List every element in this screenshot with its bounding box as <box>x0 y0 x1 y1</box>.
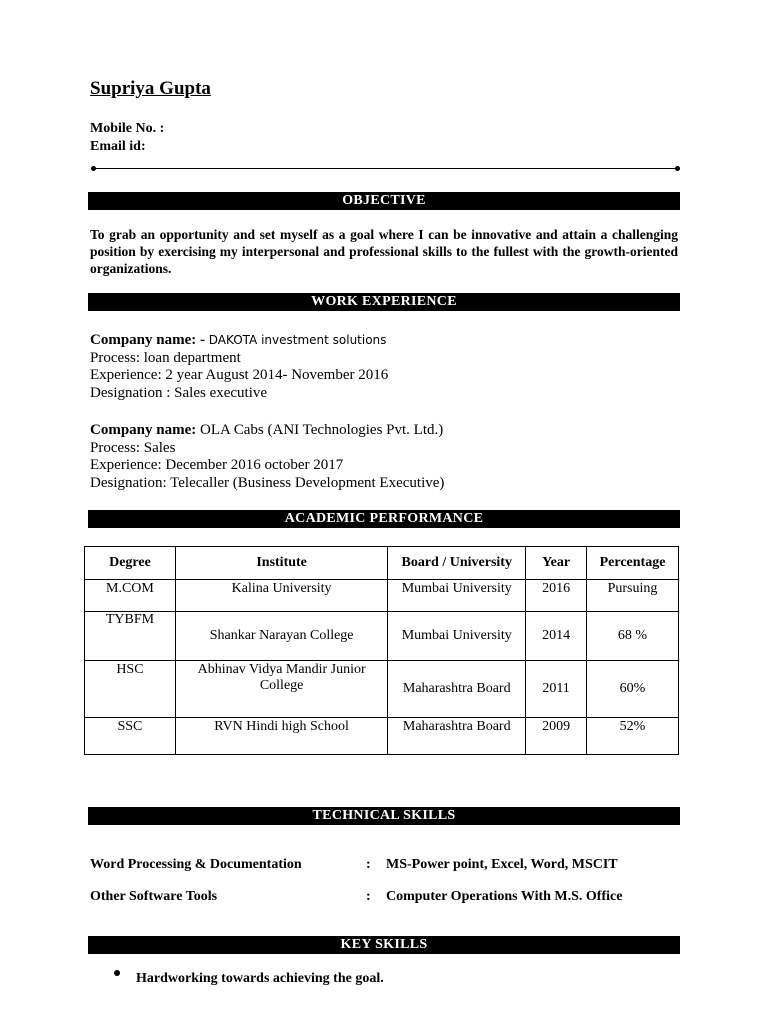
header-institute: Institute <box>175 547 387 580</box>
institute-cell: Kalina University <box>175 580 387 612</box>
academic-table <box>84 546 679 755</box>
degree-cell: SSC <box>85 718 176 755</box>
skill-colon: : <box>366 857 371 872</box>
board-cell: Maharashtra Board <box>388 661 526 718</box>
skill-label: Other Software Tools <box>90 889 218 904</box>
percentage-cell: Pursuing <box>587 580 679 612</box>
company-name: OLA Cabs (ANI Technologies Pvt. Ltd.) <box>200 422 444 438</box>
year-cell: 2011 <box>526 661 587 718</box>
company-label: Company name: <box>90 422 197 438</box>
objective-heading: OBJECTIVE <box>88 192 680 210</box>
technical-skills-heading: TECHNICAL SKILLS <box>88 807 680 825</box>
skill-colon: : <box>366 889 371 904</box>
key-skills-heading: KEY SKILLS <box>88 936 680 954</box>
job-designation: Designation: Telecaller (Business Development Executive) <box>90 474 445 491</box>
percentage-cell: 52% <box>587 718 679 755</box>
skill-label: Word Processing & Documentation <box>90 857 302 872</box>
bullet-icon <box>114 970 120 976</box>
table-row <box>85 580 679 612</box>
company-name: DAKOTA investment solutions <box>208 333 387 347</box>
header-board: Board / University <box>388 547 526 580</box>
percentage-cell: 60% <box>587 661 679 718</box>
degree-cell: HSC <box>85 661 176 718</box>
header-degree: Degree <box>85 547 176 580</box>
degree-cell: M.COM <box>85 580 176 612</box>
degree-cell: TYBFM <box>85 612 176 661</box>
skill-value: MS-Power point, Excel, Word, MSCIT <box>386 857 618 872</box>
board-cell: Mumbai University <box>388 580 526 612</box>
board-cell: Maharashtra Board <box>388 718 526 755</box>
email-label: Email id: <box>90 139 146 154</box>
mobile-label: Mobile No. : <box>90 121 165 136</box>
table-header-row <box>85 547 679 580</box>
job-experience: Experience: 2 year August 2014- November 2016 <box>90 367 389 384</box>
company-line <box>90 422 444 440</box>
header-divider <box>93 168 679 169</box>
company-label: Company name: - <box>90 332 205 348</box>
divider-dot-right <box>675 166 680 171</box>
job-process: Process: loan department <box>90 349 241 366</box>
percentage-cell: 68 % <box>587 612 679 661</box>
divider-dot-left <box>91 166 96 171</box>
board-cell: Mumbai University <box>388 612 526 661</box>
job-process: Process: Sales <box>90 439 176 456</box>
year-cell: 2009 <box>526 718 587 755</box>
table-row <box>85 612 679 661</box>
job-experience: Experience: December 2016 october 2017 <box>90 457 344 474</box>
academic-heading: ACADEMIC PERFORMANCE <box>88 510 680 528</box>
job-designation: Designation : Sales executive <box>90 384 268 401</box>
institute-cell: Abhinav Vidya Mandir Junior College <box>175 661 387 718</box>
skill-value: Computer Operations With M.S. Office <box>386 889 623 904</box>
table-row <box>85 718 679 755</box>
job-entry <box>90 332 388 402</box>
year-cell: 2016 <box>526 580 587 612</box>
resume-name: Supriya Gupta <box>90 78 211 99</box>
header-year: Year <box>526 547 587 580</box>
company-line <box>90 332 388 350</box>
institute-cell: RVN Hindi high School <box>175 718 387 755</box>
job-entry <box>90 422 444 492</box>
institute-cell: Shankar Narayan College <box>175 612 387 661</box>
header-percentage: Percentage <box>587 547 679 580</box>
objective-text: To grab an opportunity and set myself as a goal where I can be innovative and attain a challenging position by exercising my interpersonal and professional skills to the fullest with the growth-oriented organizations. <box>90 227 678 276</box>
year-cell: 2014 <box>526 612 587 661</box>
table-row <box>85 661 679 718</box>
work-experience-heading: WORK EXPERIENCE <box>88 293 680 311</box>
key-skill-item: Hardworking towards achieving the goal. <box>136 971 384 986</box>
